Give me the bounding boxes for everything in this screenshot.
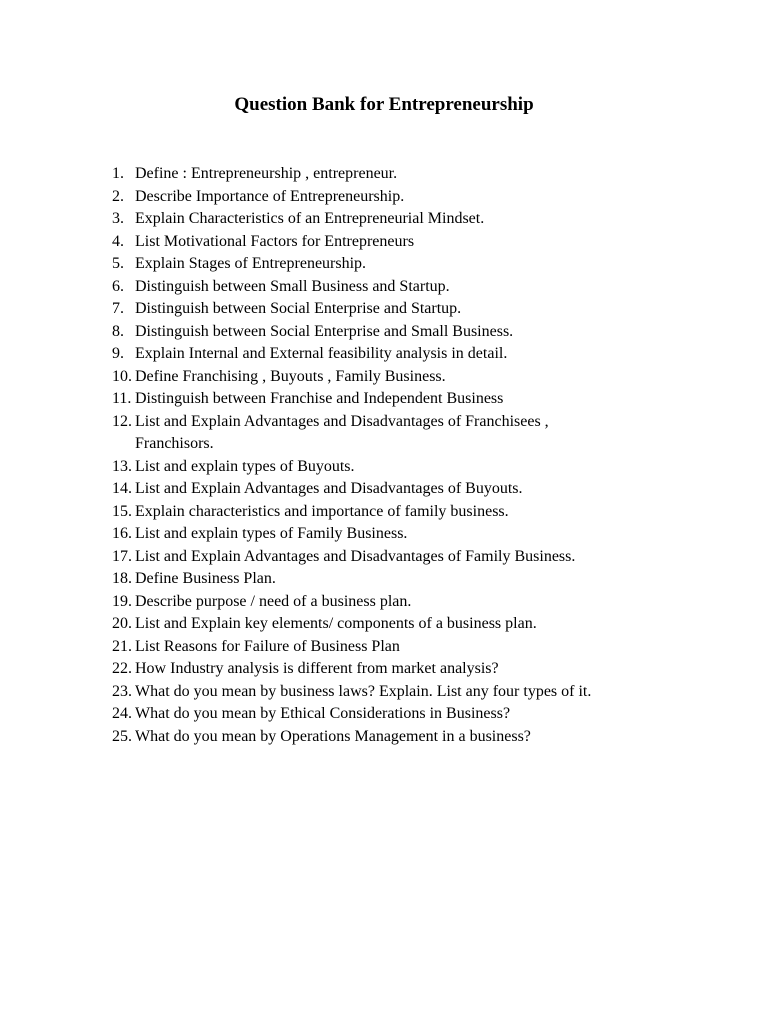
question-text: Describe purpose / need of a business plan.	[135, 592, 412, 610]
question-number: 18.	[112, 570, 132, 587]
question-text: List and Explain key elements/ components of a business plan.	[135, 615, 537, 632]
question-item	[112, 478, 712, 501]
question-item	[112, 523, 712, 546]
question-number: 22.	[112, 660, 132, 677]
question-text: List and Explain Advantages and Disadvantages of Buyouts.	[135, 480, 523, 497]
question-number: 23.	[112, 682, 132, 700]
question-item	[112, 298, 712, 321]
question-item	[112, 276, 712, 299]
question-number: 8.	[112, 322, 124, 340]
question-number: 24.	[112, 705, 132, 722]
question-number: 14.	[112, 480, 132, 497]
question-number: 11.	[112, 390, 132, 407]
question-text: Explain Internal and External feasibility analysis in detail.	[135, 345, 508, 362]
question-item	[112, 456, 712, 479]
question-text: Define Franchising , Buyouts , Family Business.	[135, 367, 446, 385]
question-item	[112, 658, 712, 681]
question-item	[112, 591, 712, 614]
question-item	[112, 366, 712, 389]
question-item	[112, 568, 712, 591]
question-text: What do you mean by Ethical Considerations in Business?	[135, 705, 511, 722]
question-text: Explain characteristics and importance of family business.	[135, 502, 509, 520]
question-text: Define Business Plan.	[135, 570, 276, 587]
question-number: 19.	[112, 592, 132, 610]
question-item	[112, 231, 712, 254]
question-item	[112, 163, 712, 186]
question-number: 5.	[112, 255, 124, 272]
question-text: List and Explain Advantages and Disadvantages of Franchisees , Franchisors.	[135, 412, 549, 452]
question-text: List and explain types of Buyouts.	[135, 457, 355, 475]
question-number: 7.	[112, 300, 124, 317]
question-item	[112, 613, 712, 636]
document-title: Question Bank for Entrepreneurship	[234, 94, 534, 115]
question-text: Distinguish between Social Enterprise and Startup.	[135, 300, 462, 317]
question-item	[112, 253, 712, 276]
question-item	[112, 501, 712, 524]
question-number: 13.	[112, 457, 132, 475]
question-text: What do you mean by business laws? Explain. List any four types of it.	[135, 682, 592, 700]
question-text: What do you mean by Operations Management in a business?	[135, 727, 531, 745]
question-item	[112, 186, 712, 209]
question-number: 6.	[112, 277, 124, 295]
question-text: Distinguish between Social Enterprise and Small Business.	[135, 322, 514, 340]
question-text: Explain Characteristics of an Entrepreneurial Mindset.	[135, 210, 485, 227]
question-text: List Reasons for Failure of Business Plan	[135, 637, 400, 655]
question-text: List and explain types of Family Business.	[135, 525, 408, 542]
question-item	[112, 321, 712, 344]
question-number: 4.	[112, 232, 124, 250]
question-number: 25.	[112, 727, 132, 745]
question-item	[112, 411, 712, 456]
question-item	[112, 703, 712, 726]
question-text: How Industry analysis is different from market analysis?	[135, 660, 499, 677]
question-number: 15.	[112, 502, 132, 520]
question-text: Distinguish between Small Business and Startup.	[135, 277, 450, 295]
question-item	[112, 636, 712, 659]
question-number: 21.	[112, 637, 132, 655]
question-item	[112, 726, 712, 749]
question-item	[112, 343, 712, 366]
question-item	[112, 546, 712, 569]
question-item	[112, 388, 712, 411]
question-number: 10.	[112, 367, 132, 385]
question-item	[112, 681, 712, 704]
question-text: Explain Stages of Entrepreneurship.	[135, 255, 367, 272]
question-text: Describe Importance of Entrepreneurship.	[135, 187, 405, 205]
question-text: List Motivational Factors for Entrepreneurs	[135, 232, 415, 250]
question-item	[112, 208, 712, 231]
question-list	[112, 163, 712, 748]
question-text: Distinguish between Franchise and Independent Business	[135, 390, 504, 407]
question-number: 9.	[112, 345, 124, 362]
question-number: 20.	[112, 615, 132, 632]
question-number: 3.	[112, 210, 124, 227]
question-number: 17.	[112, 547, 132, 565]
question-text: Define : Entrepreneurship , entrepreneur.	[135, 165, 398, 182]
question-number: 2.	[112, 187, 124, 205]
question-number: 16.	[112, 525, 132, 542]
question-number: 12.	[112, 412, 132, 430]
question-text: List and Explain Advantages and Disadvantages of Family Business.	[135, 547, 576, 565]
question-number: 1.	[112, 165, 124, 182]
